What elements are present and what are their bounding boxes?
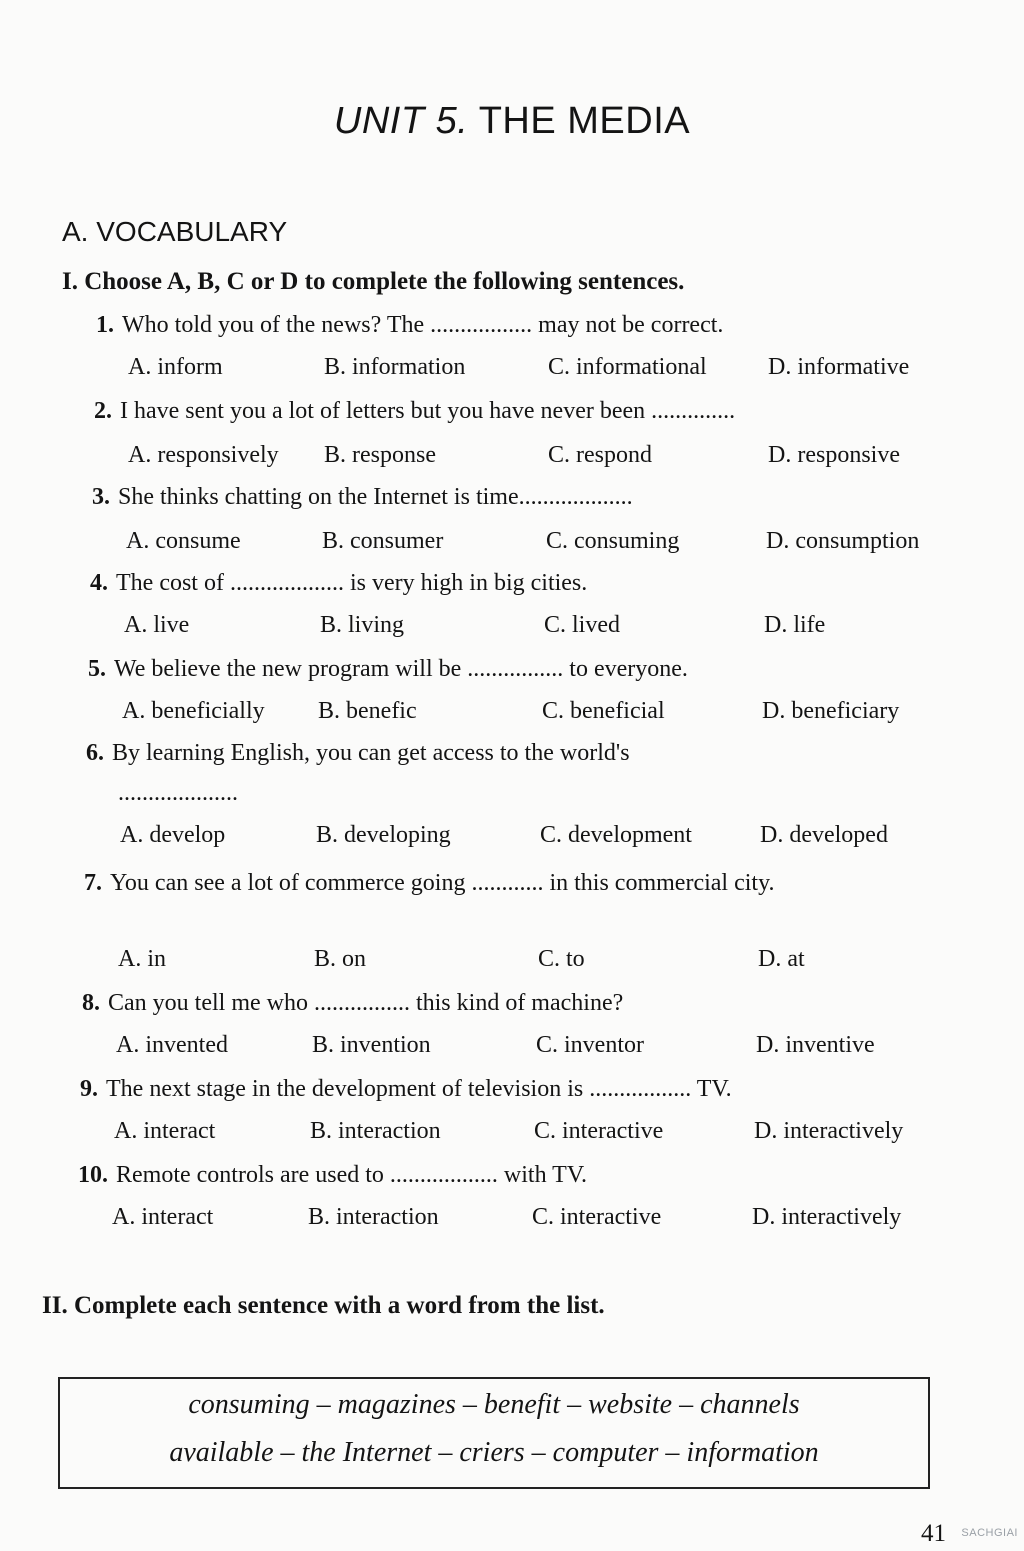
- question-number: 6.: [86, 740, 104, 766]
- option-c: C. interactive: [532, 1204, 662, 1230]
- question-number: 2.: [94, 398, 112, 424]
- option-a: A. consume: [126, 528, 241, 554]
- question-text: By learning English, you can get access to the world's: [112, 740, 630, 766]
- page-title: [0, 100, 1024, 143]
- option-c: C. respond: [548, 442, 652, 468]
- question-8: [82, 990, 623, 1017]
- option-b: B. information: [324, 354, 466, 380]
- option-b: B. developing: [316, 822, 451, 848]
- question-text: The cost of ................... is very high in big cities.: [116, 570, 588, 596]
- option-d: D. inventive: [756, 1032, 875, 1058]
- option-a: A. live: [124, 612, 190, 638]
- option-a: A. responsively: [128, 442, 279, 468]
- option-a: A. in: [118, 946, 166, 972]
- question-1: [96, 312, 723, 339]
- question-number: 9.: [80, 1076, 98, 1102]
- option-c: C. development: [540, 822, 692, 848]
- question-2: [94, 398, 735, 425]
- word-list-box: [58, 1377, 930, 1489]
- question-6: [86, 740, 630, 767]
- option-d: D. developed: [760, 822, 888, 848]
- option-c: C. consuming: [546, 528, 680, 554]
- option-c: C. interactive: [534, 1118, 664, 1144]
- option-c: C. inventor: [536, 1032, 644, 1058]
- instruction-part-1: I. Choose A, B, C or D to complete the following sentences.: [62, 268, 685, 295]
- question-text: Who told you of the news? The ................. may not be correct.: [122, 312, 724, 338]
- option-b: B. interaction: [308, 1204, 439, 1230]
- answer-blank: ....................: [118, 780, 238, 806]
- option-c: C. informational: [548, 354, 707, 380]
- instruction-part-2: II. Complete each sentence with a word from the list.: [42, 1292, 605, 1319]
- question-number: 7.: [84, 870, 102, 896]
- question-10: [78, 1162, 587, 1189]
- section-heading-vocabulary: A. VOCABULARY: [62, 216, 288, 247]
- word-list-line-2: available – the Internet – criers – computer – information: [169, 1437, 819, 1468]
- option-b: B. benefic: [318, 698, 417, 724]
- option-a: A. interact: [114, 1118, 216, 1144]
- option-c: C. to: [538, 946, 585, 972]
- option-d: D. at: [758, 946, 805, 972]
- option-b: B. invention: [312, 1032, 431, 1058]
- question-number: 4.: [90, 570, 108, 596]
- option-c: C. lived: [544, 612, 620, 638]
- question-text: Remote controls are used to .................. with TV.: [116, 1162, 588, 1188]
- question-3: [92, 484, 633, 511]
- question-7: [84, 866, 904, 900]
- question-text: I have sent you a lot of letters but you have never been ..............: [120, 398, 736, 424]
- option-a: A. beneficially: [122, 698, 265, 724]
- option-b: B. consumer: [322, 528, 444, 554]
- option-d: D. beneficiary: [762, 698, 900, 724]
- question-4: [90, 570, 587, 597]
- option-a: A. develop: [120, 822, 226, 848]
- option-b: B. on: [314, 946, 367, 972]
- option-d: D. interactively: [752, 1204, 902, 1230]
- page-number: 41: [921, 1520, 946, 1547]
- unit-topic: THE MEDIA: [478, 100, 691, 142]
- unit-label: UNIT 5.: [333, 100, 469, 142]
- option-a: A. invented: [116, 1032, 228, 1058]
- question-5: [88, 656, 688, 683]
- question-text: You can see a lot of commerce going ............ in this commercial city.: [110, 870, 775, 896]
- option-d: D. life: [764, 612, 826, 638]
- question-number: 5.: [88, 656, 106, 682]
- question-number: 1.: [96, 312, 114, 338]
- option-d: D. informative: [768, 354, 910, 380]
- question-text: The next stage in the development of television is ................. TV.: [106, 1076, 732, 1102]
- word-list-line-1: consuming – magazines – benefit – website – channels: [188, 1389, 800, 1420]
- option-b: B. response: [324, 442, 436, 468]
- option-d: D. interactively: [754, 1118, 904, 1144]
- option-a: A. inform: [128, 354, 223, 380]
- question-text: Can you tell me who ................ this kind of machine?: [108, 990, 624, 1016]
- question-number: 8.: [82, 990, 100, 1016]
- question-text: We believe the new program will be ................ to everyone.: [114, 656, 688, 682]
- watermark-logo: SACHGIAI: [961, 1527, 1018, 1539]
- question-number: 3.: [92, 484, 110, 510]
- option-b: B. interaction: [310, 1118, 441, 1144]
- option-b: B. living: [320, 612, 405, 638]
- question-9: [80, 1076, 732, 1103]
- question-text: She thinks chatting on the Internet is time...................: [118, 484, 633, 510]
- option-d: D. responsive: [768, 442, 900, 468]
- option-c: C. beneficial: [542, 698, 665, 724]
- option-d: D. consumption: [766, 528, 920, 554]
- option-a: A. interact: [112, 1204, 214, 1230]
- question-number: 10.: [78, 1162, 108, 1188]
